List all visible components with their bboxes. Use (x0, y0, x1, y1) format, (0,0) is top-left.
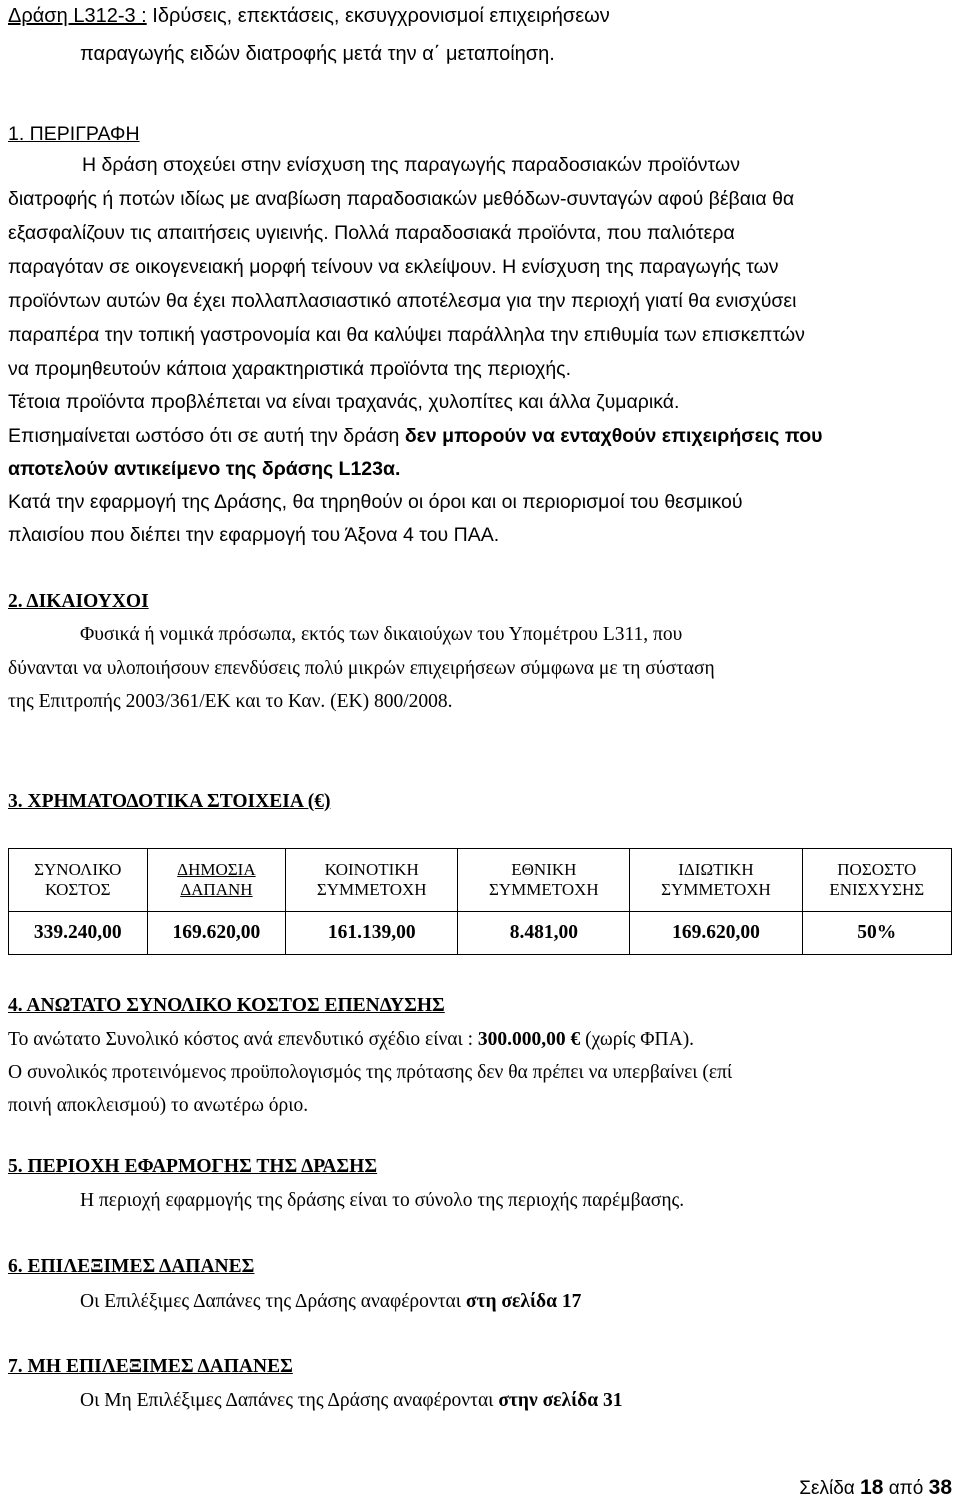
section-2-heading: 2. ΔΙΚΑΙΟΥΧΟΙ (8, 591, 149, 612)
s6-page-ref: στη σελίδα 17 (465, 1291, 582, 1312)
header-private-contribution: ΙΔΙΩΤΙΚΗ ΣΥΜΜΕΤΟΧΗ (630, 849, 802, 912)
section-3-heading: 3. ΧΡΗΜΑΤΟΔΟΤΙΚΑ ΣΤΟΙΧΕΙΑ (€) (8, 791, 331, 812)
s2-line1: Φυσικά ή νομικά πρόσωπα, εκτός των δικαιούχων του Υπομέτρου L311, που (80, 624, 683, 645)
action-title-line1: Ιδρύσεις, επεκτάσεις, εκσυγχρονισμοί επιχειρήσεων (152, 5, 610, 27)
s4-max-cost: 300.000,00 € (477, 1029, 581, 1050)
action-title (8, 4, 610, 28)
s1-p3-bold: δεν μπορούν να ενταχθούν επιχειρήσεις που (404, 425, 823, 447)
s4-line3: ποινή αποκλεισμού) το ανωτέρω όριο. (8, 1095, 309, 1116)
s1-p1-line2: διατροφής ή ποτών ιδίως με αναβίωση παραδοσιακών μεθόδων-συνταγών αφού βέβαια θα (8, 188, 795, 210)
s1-p1-line1 (82, 153, 952, 177)
s5-line1: Η περιοχή εφαρμογής της δράσης είναι το σύνολο της περιοχής παρέμβασης. (80, 1190, 685, 1211)
value-aid-percentage: 50% (802, 912, 951, 955)
footer-of-label: από (888, 1478, 924, 1499)
s1-p1-line6: παραπέρα την τοπική γαστρονομία και θα καλύψει παράλληλα την επιθυμία των επισκεπτών (8, 324, 805, 346)
s4-line1 (8, 1028, 694, 1052)
footer-page-label: Σελίδα (799, 1478, 855, 1499)
s1-p1-line4: παραγόταν σε οικογενειακή μορφή τείνουν να εκλείψουν. Η ενίσχυση της παραγωγής των (8, 256, 779, 278)
value-national-contribution: 8.481,00 (458, 912, 630, 955)
s1-p1-line3: εξασφαλίζουν τις απαιτήσεις υγιεινής. Πολλά παραδοσιακά προϊόντα, που παλιότερα (8, 222, 735, 244)
s1-p4-line1: Κατά την εφαρμογή της Δράσης, θα τηρηθούν οι όροι και οι περιορισμοί του θεσμικού (8, 491, 743, 513)
value-private-contribution: 169.620,00 (630, 912, 802, 955)
s2-line3: της Επιτροπής 2003/361/ΕΚ και το Καν. (ΕΚ) 800/2008. (8, 691, 453, 712)
s1-p3-line1 (8, 424, 822, 448)
funding-table-header-row (9, 849, 952, 912)
footer-current-page: 18 (860, 1476, 884, 1499)
header-aid-percentage: ΠΟΣΟΣΤΟ ΕΝΙΣΧΥΣΗΣ (802, 849, 951, 912)
header-public-expenditure: ΔΗΜΟΣΙΑ ΔΑΠΑΝΗ (147, 849, 286, 912)
value-total-cost: 339.240,00 (9, 912, 148, 955)
s2-line2: δύνανται να υλοποιήσουν επενδύσεις πολύ μικρών επιχειρήσεων σύμφωνα με τη σύσταση (8, 658, 715, 679)
s7-line1-text: Οι Μη Επιλέξιμες Δαπάνες της Δράσης αναφέρονται (80, 1390, 494, 1411)
section-1-heading: 1. ΠΕΡΙΓΡΑΦΗ (8, 123, 140, 145)
s1-p1-line1-text: Η δράση στοχεύει στην ενίσχυση της παραγωγής παραδοσιακών προϊόντων (82, 154, 740, 176)
s4-line1-vat: (χωρίς ΦΠΑ). (585, 1029, 695, 1050)
section-7-heading: 7. ΜΗ ΕΠΙΛΕΞΙΜΕΣ ΔΑΠΑΝΕΣ (8, 1356, 293, 1377)
s6-line1 (80, 1290, 581, 1314)
header-community-contribution: ΚΟΙΝΟΤΙΚΗ ΣΥΜΜΕΤΟΧΗ (286, 849, 458, 912)
funding-table-values-row (9, 912, 952, 955)
page-number-footer (799, 1476, 952, 1500)
value-community-contribution: 161.139,00 (286, 912, 458, 955)
s4-line1-text: Το ανώτατο Συνολικό κόστος ανά επενδυτικό σχέδιο είναι : (8, 1029, 474, 1050)
s7-page-ref: στην σελίδα 31 (498, 1390, 623, 1411)
section-5-heading: 5. ΠΕΡΙΟΧΗ ΕΦΑΡΜΟΓΗΣ ΤΗΣ ΔΡΑΣΗΣ (8, 1156, 378, 1177)
s1-p3-text: Επισημαίνεται ωστόσο ότι σε αυτή την δράση (8, 425, 400, 447)
action-code: Δράση L312-3 : (8, 5, 147, 27)
section-4-heading: 4. ΑΝΩΤΑΤΟ ΣΥΝΟΛΙΚΟ ΚΟΣΤΟΣ ΕΠΕΝΔΥΣΗΣ (8, 995, 445, 1016)
footer-total-pages: 38 (928, 1476, 952, 1499)
value-public-expenditure: 169.620,00 (147, 912, 286, 955)
header-national-contribution: ΕΘΝΙΚΗ ΣΥΜΜΕΤΟΧΗ (458, 849, 630, 912)
s1-p2: Τέτοια προϊόντα προβλέπεται να είναι τραχανάς, χυλοπίτες και άλλα ζυμαρικά. (8, 391, 680, 413)
s6-line1-text: Οι Επιλέξιμες Δαπάνες της Δράσης αναφέρονται (80, 1291, 462, 1312)
s1-p1-line7: να προμηθευτούν κάποια χαρακτηριστικά προϊόντα της περιοχής. (8, 358, 571, 380)
s4-line2: Ο συνολικός προτεινόμενος προϋπολογισμός της πρότασης δεν θα πρέπει να υπερβαίνει (επί (8, 1062, 733, 1083)
section-6-heading: 6. ΕΠΙΛΕΞΙΜΕΣ ΔΑΠΑΝΕΣ (8, 1256, 255, 1277)
header-total-cost: ΣΥΝΟΛΙΚΟ ΚΟΣΤΟΣ (9, 849, 148, 912)
s1-p3-line2: αποτελούν αντικείμενο της δράσης L123α. (8, 458, 401, 480)
funding-table (8, 848, 952, 955)
s1-p4-line2: πλαισίου που διέπει την εφαρμογή του Άξονα 4 του ΠΑΑ. (8, 524, 500, 546)
action-title-line2: παραγωγής ειδών διατροφής μετά την α΄ μεταποίηση. (80, 43, 555, 65)
s7-line1 (80, 1389, 623, 1413)
s1-p1-line5: προϊόντων αυτών θα έχει πολλαπλασιαστικό αποτέλεσμα για την περιοχή γιατί θα ενισχύσει (8, 290, 797, 312)
